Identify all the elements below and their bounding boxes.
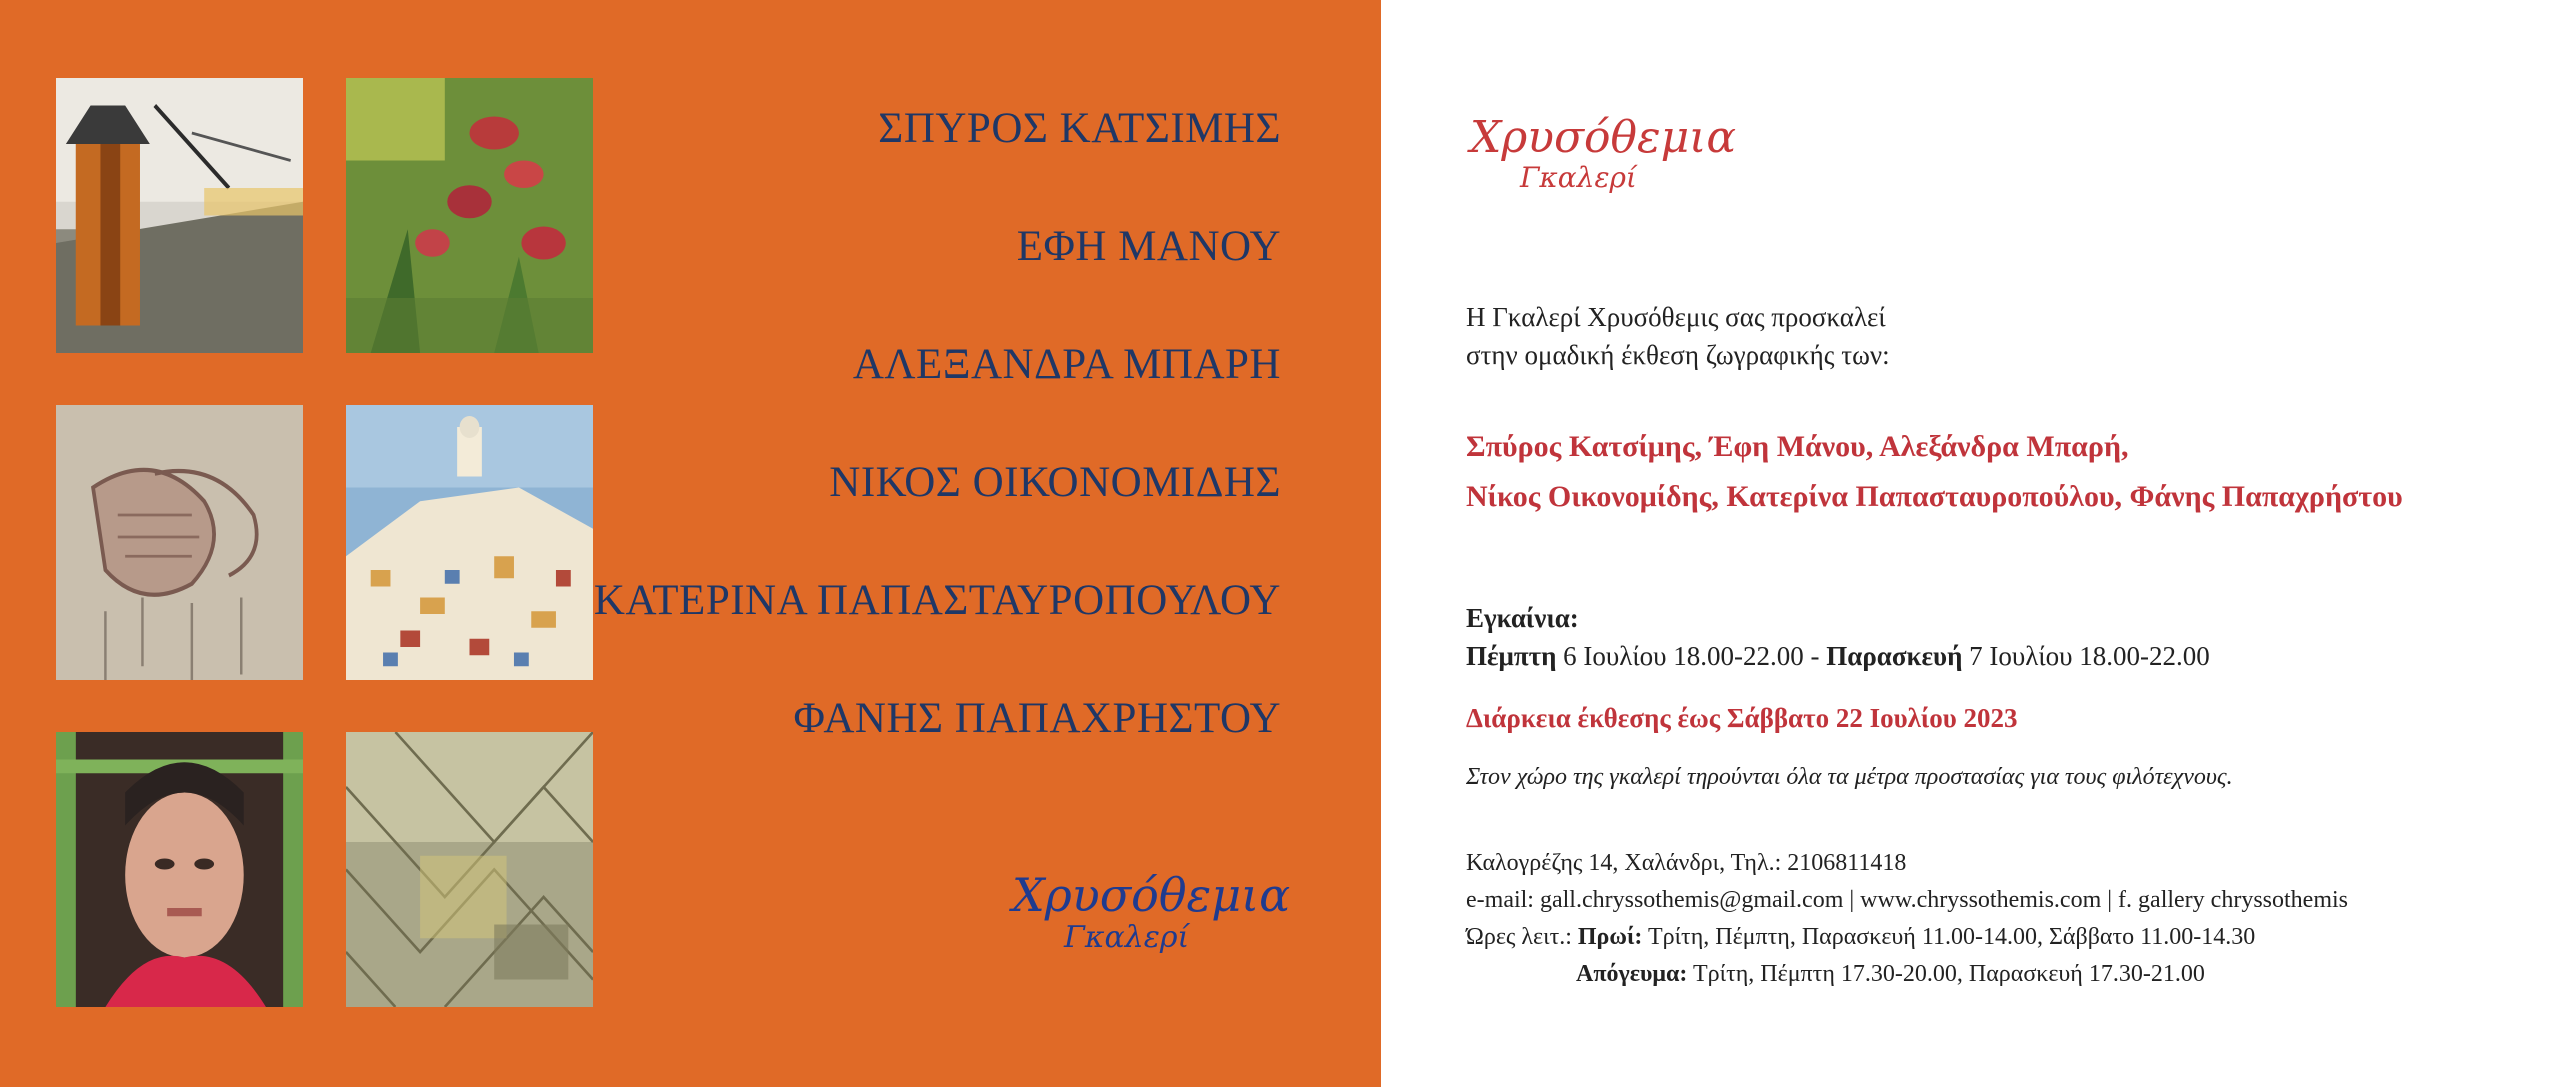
painting-hands-image [56,405,303,680]
gallery-logo [1012,868,1290,955]
painting-flowers-image [346,78,593,353]
invitation-text: στην ομαδική έκθεση ζωγραφικής των: [1466,340,1890,370]
artist-name: ΕΦΗ ΜΑΝΟΥ [1016,223,1281,270]
morning-hours: Τρίτη, Πέμπτη, Παρασκευή 11.00-14.00, Σάββατο 11.00-14.30 [1642,924,2256,950]
artist-name: ΣΠΥΡΟΣ ΚΑΤΣΙΜΗΣ [878,105,1281,152]
artist-list [594,100,1281,808]
safety-note: Στον χώρο της γκαλερί τηρούνται όλα τα μέτρα προστασίας για τους φιλότεχνους. [1466,764,2233,790]
artists-names-line: Νίκος Οικονομίδης, Κατερίνα Παπασταυροπούλου, Φάνης Παπαχρήστου [1466,480,2403,513]
evening-label: Απόγευμα: [1576,961,1688,987]
painting-windmill-image [56,78,303,353]
artist-name: ΝΙΚΟΣ ΟΙΚΟΝΟΜΙΔΗΣ [829,459,1281,506]
evening-hours: Τρίτη, Πέμπτη 17.30-20.00, Παρασκευή 17.30-21.00 [1687,961,2205,987]
logo-subtitle: Γκαλερί [1064,920,1190,955]
email-line: e-mail: gall.chryssothemis@gmail.com | www.chryssothemis.com | f. gallery chryssothemis [1466,887,2348,913]
exhibition-duration: Διάρκεια έκθεσης έως Σάββατο 22 Ιουλίου 2023 [1466,703,2018,733]
painting-woman-image [56,732,303,1007]
painting-fence-image [346,732,593,1007]
opening-time: 6 Ιουλίου 18.00-22.00 - [1556,641,1827,671]
opening-heading: Εγκαίνια: [1466,603,1579,633]
opening-time: 7 Ιουλίου 18.00-22.00 [1962,641,2210,671]
artists-names-line: Σπύρος Κατσίμης, Έφη Μάνου, Αλεξάνδρα Μπαρή, [1466,430,2129,463]
morning-label: Πρωί: [1577,924,1643,950]
painting-village-image [346,405,593,680]
invitation-text: Η Γκαλερί Χρυσόθεμις σας προσκαλεί [1466,302,1886,332]
logo-wordmark: Χρυσόθεμια [1470,112,1737,163]
opening-day: Πέμπτη [1466,641,1557,671]
opening-day: Παρασκευή [1826,641,1963,671]
artist-name: ΚΑΤΕΡΙΝΑ ΠΑΠΑΣΤΑΥΡΟΠΟΥΛΟΥ [593,577,1281,624]
artist-name: ΦΑΝΗΣ ΠΑΠΑΧΡΗΣΤΟΥ [793,695,1281,742]
hours-evening [1576,961,2205,988]
logo-wordmark: Χρυσόθεμια [1012,868,1291,922]
invitation-panel [1466,0,2546,1087]
hours-morning [1466,924,2255,951]
hours-label: Ώρες λειτ.: [1466,924,1578,950]
artist-name: ΑΛΕΞΑΝΔΡΑ ΜΠΑΡΗ [852,341,1281,388]
logo-subtitle: Γκαλερί [1520,161,1637,194]
address-line: Καλογρέζης 14, Χαλάνδρι, Τηλ.: 2106811418 [1466,850,1907,876]
opening-dates [1466,641,2210,672]
